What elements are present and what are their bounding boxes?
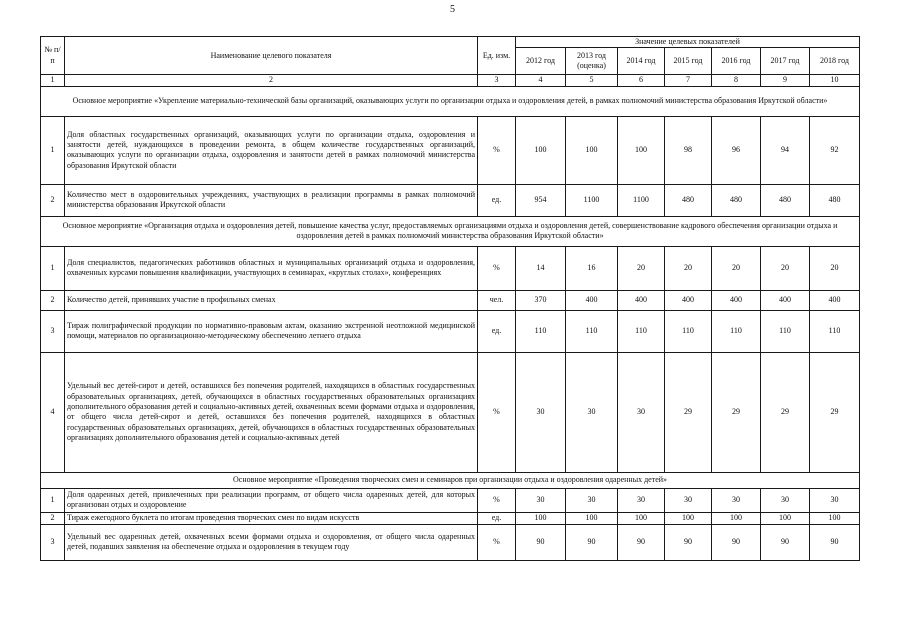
header-year: 2016 год (712, 48, 761, 75)
row-number: 1 (41, 116, 65, 184)
value-cell: 110 (712, 310, 761, 352)
value-cell: 90 (712, 524, 761, 560)
value-cell: 30 (516, 488, 566, 512)
value-cell: 20 (712, 246, 761, 290)
column-number: 8 (712, 75, 761, 86)
indicator-name: Количество мест в оздоровительных учреждениях, участвующих в реализации программы в рамках полномочий министерства образования Иркутской области (65, 184, 478, 216)
value-cell: 110 (516, 310, 566, 352)
value-cell: 30 (665, 488, 712, 512)
table-row (41, 524, 860, 560)
indicator-name: Удельный вес одаренных детей, охваченных всеми формами отдыха и оздоровления, от общего числа одаренных детей, подавших заявления на обеспечение отдыха и оздоровления в текущем году (65, 524, 478, 560)
column-number: 3 (478, 75, 516, 86)
value-cell: 110 (810, 310, 860, 352)
value-cell: 110 (618, 310, 665, 352)
value-cell: 90 (566, 524, 618, 560)
header-values-group: Значение целевых показателей (516, 37, 860, 48)
value-cell: 400 (566, 290, 618, 310)
column-number: 4 (516, 75, 566, 86)
value-cell: 400 (665, 290, 712, 310)
column-number: 9 (761, 75, 810, 86)
value-cell: 90 (761, 524, 810, 560)
indicator-name: Тираж полиграфической продукции по нормативно-правовым актам, оказанию экстренной неотложной медицинской помощи, материалов по организационно-методическому обеспечению летнего отдыха (65, 310, 478, 352)
value-cell: 90 (810, 524, 860, 560)
row-number: 2 (41, 184, 65, 216)
section-title: Основное мероприятие «Проведения творческих смен и семинаров при организации отдыха и оздоровления одаренных детей» (41, 472, 860, 488)
value-cell: 90 (618, 524, 665, 560)
indicator-name: Тираж ежегодного буклета по итогам проведения творческих смен по видам искусств (65, 512, 478, 524)
value-cell: 29 (761, 352, 810, 472)
value-cell: 29 (712, 352, 761, 472)
unit: ед. (478, 184, 516, 216)
targets-table (40, 36, 860, 561)
header-year: 2017 год (761, 48, 810, 75)
value-cell: 30 (712, 488, 761, 512)
value-cell: 90 (516, 524, 566, 560)
value-cell: 30 (618, 488, 665, 512)
value-cell: 370 (516, 290, 566, 310)
value-cell: 29 (810, 352, 860, 472)
table-row (41, 488, 860, 512)
value-cell: 30 (810, 488, 860, 512)
page-number: 5 (450, 4, 455, 15)
value-cell: 96 (712, 116, 761, 184)
unit: чел. (478, 290, 516, 310)
header-year: 2013 год (оценка) (566, 48, 618, 75)
value-cell: 98 (665, 116, 712, 184)
header-year: 2012 год (516, 48, 566, 75)
value-cell: 29 (665, 352, 712, 472)
header-name: Наименование целевого показателя (65, 37, 478, 75)
header-no: № п/п (41, 37, 65, 75)
value-cell: 20 (618, 246, 665, 290)
value-cell: 14 (516, 246, 566, 290)
unit: % (478, 524, 516, 560)
unit: % (478, 116, 516, 184)
value-cell: 100 (516, 512, 566, 524)
unit: ед. (478, 512, 516, 524)
table-row (41, 246, 860, 290)
row-number: 1 (41, 488, 65, 512)
value-cell: 30 (566, 488, 618, 512)
row-number: 1 (41, 246, 65, 290)
column-number: 10 (810, 75, 860, 86)
value-cell: 1100 (566, 184, 618, 216)
value-cell: 400 (618, 290, 665, 310)
value-cell: 100 (761, 512, 810, 524)
column-number: 1 (41, 75, 65, 86)
value-cell: 110 (665, 310, 712, 352)
row-number: 2 (41, 512, 65, 524)
indicator-name: Доля специалистов, педагогических работников областных и муниципальных организаций отдыха и оздоровления, охваченных курсами повышения квалификации, участвующих в семинарах, «круглых столах», конференциях (65, 246, 478, 290)
value-cell: 110 (566, 310, 618, 352)
value-cell: 90 (665, 524, 712, 560)
column-number: 7 (665, 75, 712, 86)
column-number: 2 (65, 75, 478, 86)
value-cell: 16 (566, 246, 618, 290)
table-row (41, 290, 860, 310)
header-year: 2015 год (665, 48, 712, 75)
unit: ед. (478, 310, 516, 352)
value-cell: 480 (665, 184, 712, 216)
value-cell: 100 (810, 512, 860, 524)
value-cell: 110 (761, 310, 810, 352)
value-cell: 100 (618, 512, 665, 524)
unit: % (478, 246, 516, 290)
value-cell: 30 (761, 488, 810, 512)
value-cell: 100 (566, 116, 618, 184)
table-row (41, 352, 860, 472)
value-cell: 480 (761, 184, 810, 216)
value-cell: 20 (665, 246, 712, 290)
value-cell: 954 (516, 184, 566, 216)
value-cell: 100 (566, 512, 618, 524)
row-number: 2 (41, 290, 65, 310)
indicator-name: Количество детей, принявших участие в профильных сменах (65, 290, 478, 310)
table-row (41, 310, 860, 352)
column-number: 5 (566, 75, 618, 86)
unit: % (478, 352, 516, 472)
value-cell: 20 (810, 246, 860, 290)
value-cell: 1100 (618, 184, 665, 216)
value-cell: 400 (810, 290, 860, 310)
value-cell: 94 (761, 116, 810, 184)
column-number: 6 (618, 75, 665, 86)
row-number: 4 (41, 352, 65, 472)
value-cell: 480 (810, 184, 860, 216)
value-cell: 100 (712, 512, 761, 524)
value-cell: 100 (618, 116, 665, 184)
value-cell: 20 (761, 246, 810, 290)
value-cell: 100 (516, 116, 566, 184)
value-cell: 400 (761, 290, 810, 310)
header-year: 2018 год (810, 48, 860, 75)
table-row (41, 512, 860, 524)
header-year: 2014 год (618, 48, 665, 75)
row-number: 3 (41, 524, 65, 560)
indicator-name: Доля областных государственных организаций, оказывающих услуги по организации отдыха, оздоровления и занятости детей, нуждающихся в проведении ремонта, в общем количестве государственных организаций, оказывающих услуги по организации отдыха, оздоровления и занятости детей в рамках полномочий министерства образования Иркутской области (65, 116, 478, 184)
table-row (41, 116, 860, 184)
unit: % (478, 488, 516, 512)
value-cell: 30 (618, 352, 665, 472)
value-cell: 30 (516, 352, 566, 472)
value-cell: 92 (810, 116, 860, 184)
value-cell: 100 (665, 512, 712, 524)
value-cell: 400 (712, 290, 761, 310)
section-title: Основное мероприятие «Организация отдыха и оздоровления детей, повышение качества услуг, предоставляемых организациями отдыха и оздоровления детей, совершенствование кадрового обеспечения организации отдыха и оздоровления детей в рамках полномочий министерства образования Иркутской области» (41, 216, 860, 246)
indicator-name: Удельный вес детей-сирот и детей, оставшихся без попечения родителей, находящихся в областных государственных образовательных организациях, детей, обучающихся в областных государственных образовательных организациях дополнительного образования детей и социально-активных детей, охваченных всеми формами отдыха и оздоровления, от общего числа детей-сирот и детей, оставшихся без попечения родителей, находящихся в областных государственных образовательных организациях, детей, обучающихся в областных государственных образовательных организациях дополнительного образования детей и социально-активных детей (65, 352, 478, 472)
value-cell: 480 (712, 184, 761, 216)
section-title: Основное мероприятие «Укрепление материально-технической базы организаций, оказывающих услуги по организации отдыха и оздоровления детей, в рамках полномочий министерства образования Иркутской области» (41, 86, 860, 116)
header-unit: Ед. изм. (478, 37, 516, 75)
table-row (41, 184, 860, 216)
indicator-name: Доля одаренных детей, привлеченных при реализации программ, от общего числа одаренных детей, для которых организован отдых и оздоровление (65, 488, 478, 512)
row-number: 3 (41, 310, 65, 352)
value-cell: 30 (566, 352, 618, 472)
